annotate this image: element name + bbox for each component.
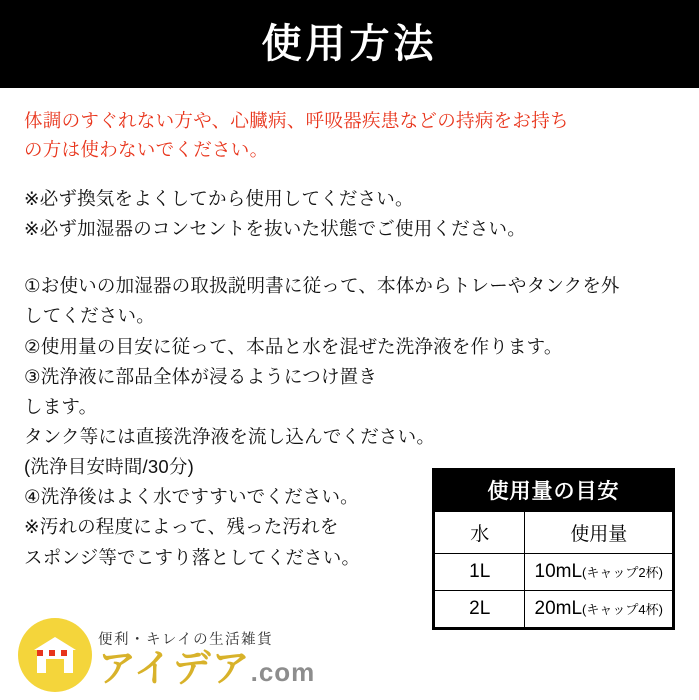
step-line-10: スポンジ等でこすり落としてください。 xyxy=(24,546,361,568)
table-row xyxy=(435,591,673,628)
step-line-4: ③洗浄液に部品全体が浸るようにつけ置き xyxy=(24,365,378,387)
page-title: 使用方法 xyxy=(261,21,438,67)
logo-circle xyxy=(18,618,92,692)
table-header-water: 水 xyxy=(435,512,525,554)
table-cell-amount-2 xyxy=(525,591,673,628)
amount-value-2: 20mL xyxy=(534,598,583,619)
steps-lower-group xyxy=(24,452,442,573)
footer-tagline: 便利・キレイの生活雑貨 xyxy=(98,632,274,648)
warning-text xyxy=(24,107,675,164)
step-line-8: ④洗浄後はよく水ですすいでください。 xyxy=(24,486,359,508)
footer-brand xyxy=(98,650,315,688)
note-line-1: ※必ず換気をよくしてから使用してください。 xyxy=(24,188,414,210)
amount-note-1: (キャップ2杯) xyxy=(582,565,663,580)
footer-brand-suffix: .com xyxy=(250,657,316,687)
page-header xyxy=(0,0,699,88)
table-cell-water-2: 2L xyxy=(435,591,525,628)
footer-logo xyxy=(18,618,315,692)
usage-table-title: 使用量の目安 xyxy=(434,470,673,511)
table-cell-amount-1 xyxy=(525,554,673,591)
step-line-2: してください。 xyxy=(24,305,155,327)
step-line-9: ※汚れの程度によって、残った汚れを xyxy=(24,516,339,538)
notes-text xyxy=(24,184,675,244)
table-cell-water-1: 1L xyxy=(435,554,525,591)
amount-value-1: 10mL xyxy=(534,561,583,582)
footer-text-group xyxy=(98,628,315,692)
usage-table-grid xyxy=(434,511,673,628)
warning-line-1: 体調のすぐれない方や、心臓病、呼吸器疾患などの持病をお持ち xyxy=(24,110,569,131)
step-line-3: ②使用量の目安に従って、本品と水を混ぜた洗浄液を作ります。 xyxy=(24,335,563,357)
step-line-5: します。 xyxy=(24,395,98,417)
table-row xyxy=(435,554,673,591)
step-line-6: タンク等には直接洗浄液を流し込んでください。 xyxy=(24,425,436,447)
usage-amount-table xyxy=(432,468,675,630)
house-shop-icon xyxy=(32,635,78,675)
amount-note-2: (キャップ4杯) xyxy=(582,602,663,617)
note-line-2: ※必ず加湿器のコンセントを抜いた状態でご使用ください。 xyxy=(24,218,526,240)
footer-brand-name: アイデア xyxy=(98,648,251,690)
warning-line-2: の方は使わないでください。 xyxy=(24,138,269,160)
step-line-1: ①お使いの加湿器の取扱説明書に従って、本体からトレーやタンクを外 xyxy=(24,275,620,297)
table-header-row xyxy=(435,512,673,554)
table-header-amount: 使用量 xyxy=(525,512,673,554)
step-line-7: (洗浄目安時間/30分) xyxy=(24,456,194,478)
